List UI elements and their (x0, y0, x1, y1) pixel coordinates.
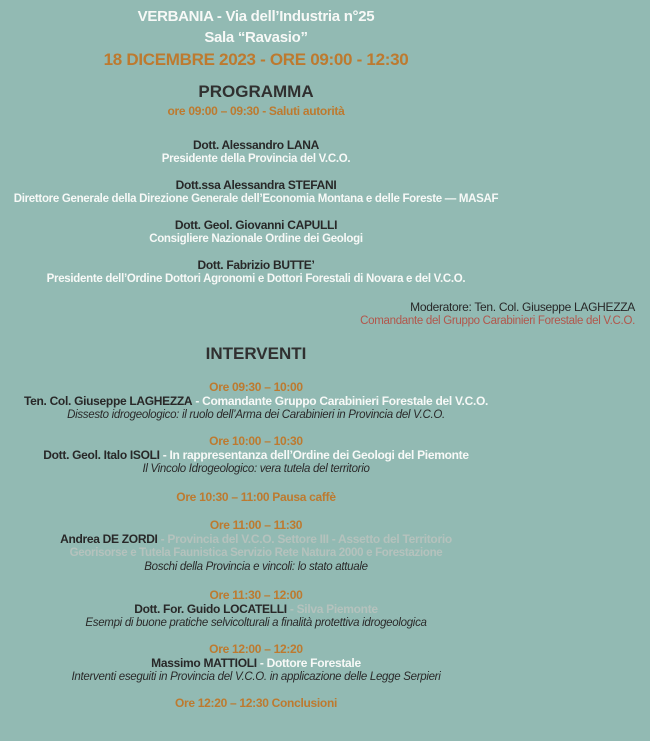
programma-title: PROGRAMMA (198, 82, 314, 101)
moderator-name: Moderatore: Ten. Col. Giuseppe LAGHEZZA (410, 300, 635, 314)
session-speaker-line (0, 656, 512, 670)
session-affiliation: - Provincia del V.C.O. Settore III - Assetto del Territorio (160, 532, 452, 546)
session-block (0, 642, 512, 684)
session-speaker: Dott. Geol. Italo ISOLI (43, 448, 160, 462)
speaker-block (0, 178, 512, 206)
speaker-name: Dott. Geol. Giovanni CAPULLI (174, 218, 338, 232)
session-speaker: Andrea DE ZORDI (60, 532, 158, 546)
session-time: Ore 12:00 – 12:20 (209, 642, 303, 656)
session-affiliation: - In rappresentanza dell’Ordine dei Geologi del Piemonte (162, 448, 469, 462)
session-time: Ore 10:00 – 10:30 (209, 434, 303, 448)
session-block (0, 588, 512, 630)
session-talk-title: Boschi della Provincia e vincoli: lo stato attuale (144, 561, 368, 573)
event-location: VERBANIA - Via dell’Industria n°25 (137, 8, 375, 25)
interventi-block (0, 342, 512, 710)
session-speaker: Dott. For. Guido LOCATELLI (134, 602, 287, 616)
header-block (0, 0, 512, 286)
speaker-role: Presidente della Provincia del V.C.O. (161, 153, 351, 165)
session-block (0, 518, 512, 574)
session-speaker-line (0, 602, 512, 616)
session-speaker-line (0, 448, 512, 462)
session-talk-title: Dissesto idrogeologico: il ruolo dell’Arma dei Carabinieri in Provincia del V.C.O. (67, 409, 445, 421)
session-time: Ore 11:00 – 11:30 (209, 518, 303, 532)
interventi-title: INTERVENTI (205, 344, 307, 363)
event-room: Sala “Ravasio” (204, 29, 308, 46)
session-talk-title: Il Vincolo Idrogeologico: vera tutela del territorio (142, 463, 370, 475)
session-affiliation-line2: Georisorse e Tutela Faunistica Servizio Rete Natura 2000 e Forestazione (69, 547, 443, 559)
event-datetime: 18 DICEMBRE 2023 - ORE 09:00 - 12:30 (103, 50, 409, 69)
speaker-role: Direttore Generale della Direzione Generale dell’Economia Montana e delle Foreste — MASAF (13, 193, 499, 205)
session-speaker: Ten. Col. Giuseppe LAGHEZZA (23, 394, 193, 408)
session-talk-title: Interventi eseguiti in Provincia del V.C.O. in applicazione delle Legge Serpieri (71, 671, 441, 683)
session-block (0, 380, 512, 422)
session-speaker: Massimo MATTIOLI (151, 656, 257, 670)
speaker-role: Presidente dell’Ordine Dottori Agronomi e Dottori Forestali di Novara e del V.C.O. (46, 273, 466, 285)
speaker-block (0, 218, 512, 246)
speaker-block (0, 258, 512, 286)
session-time: Ore 10:30 – 11:00 Pausa caffè (176, 490, 336, 504)
session-affiliation: - Comandante Gruppo Carabinieri Forestale del V.C.O. (195, 394, 489, 408)
speaker-name: Dott. Alessandro LANA (193, 138, 319, 152)
session-time: Ore 12:20 – 12:30 Conclusioni (174, 696, 338, 710)
session-talk-title: Esempi di buone pratiche selvicolturali a finalità protettiva idrogeologica (85, 617, 427, 629)
moderator-block (0, 300, 635, 328)
session-block (0, 434, 512, 476)
speaker-name: Dott. Fabrizio BUTTE’ (197, 258, 315, 272)
opening-session-time: ore 09:00 – 09:30 - Saluti autorità (167, 104, 345, 118)
session-affiliation: - Dottore Forestale (259, 656, 361, 670)
session-speaker-line (0, 532, 512, 546)
session-speaker-line (0, 394, 512, 408)
session-time: Ore 11:30 – 12:00 (209, 588, 303, 602)
session-affiliation: - Silva Piemonte (289, 602, 378, 616)
speaker-role: Consigliere Nazionale Ordine dei Geologi (149, 233, 363, 245)
moderator-role: Comandante del Gruppo Carabinieri Forestale del V.C.O. (360, 315, 635, 327)
break-block (0, 490, 512, 504)
speaker-name: Dott.ssa Alessandra STEFANI (175, 178, 337, 192)
speaker-block (0, 138, 512, 166)
session-time: Ore 09:30 – 10:00 (209, 380, 303, 394)
break-block (0, 696, 512, 710)
